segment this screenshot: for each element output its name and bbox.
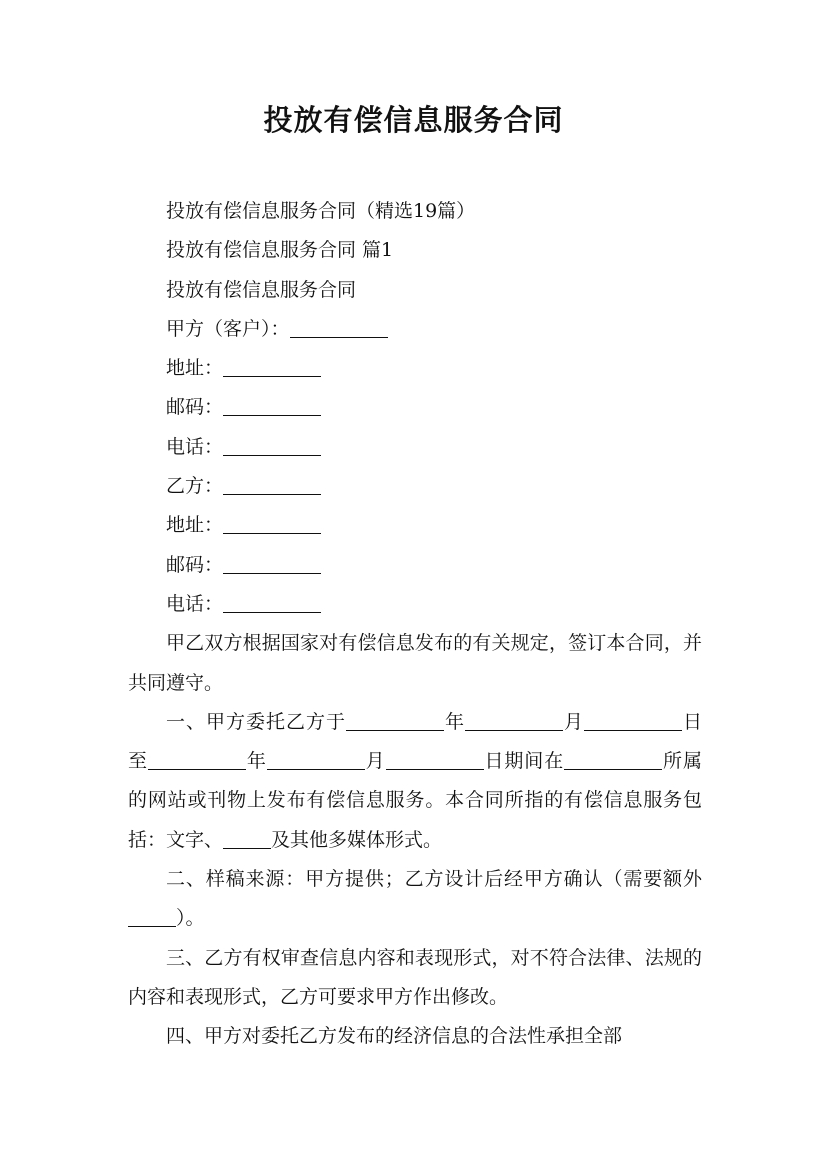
document-title: 投放有偿信息服务合同 xyxy=(263,103,564,137)
field-postcode-b xyxy=(128,546,702,585)
field-label: 乙方： xyxy=(166,475,224,498)
field-label: 电话： xyxy=(166,592,224,615)
clause-text: 月 xyxy=(562,710,584,733)
fill-blank xyxy=(148,751,246,770)
clause-text: 一、甲方委托乙方于 xyxy=(166,710,346,733)
fill-blank xyxy=(564,751,662,770)
field-party-a xyxy=(128,310,702,349)
fill-blank xyxy=(386,751,484,770)
clause-2 xyxy=(128,860,702,939)
clause-text: 日至 xyxy=(128,710,702,773)
clause-text: ）。 xyxy=(176,907,205,930)
clause-text: 日期间在 xyxy=(483,750,565,773)
section-heading: 投放有偿信息服务合同 篇1 xyxy=(166,239,394,262)
fill-blank xyxy=(223,397,321,416)
field-phone-a xyxy=(128,428,702,467)
fill-blank xyxy=(223,358,321,377)
fill-blank xyxy=(128,908,176,927)
fill-blank xyxy=(223,555,321,574)
field-phone-b xyxy=(128,585,702,624)
field-label: 电话： xyxy=(166,435,224,458)
clause-1 xyxy=(128,703,702,860)
fill-blank xyxy=(346,712,444,731)
clause-text: 月 xyxy=(364,750,386,773)
subtitle: 投放有偿信息服务合同（精选19篇） xyxy=(166,200,476,222)
document-body xyxy=(128,192,702,1057)
fill-blank xyxy=(223,476,321,495)
field-label: 地址： xyxy=(166,514,224,537)
clause-text: 及其他多媒体形式。 xyxy=(271,828,443,851)
intro-paragraph: 甲乙双方根据国家对有偿信息发布的有关规定，签订本合同，并共同遵守。 xyxy=(128,632,702,694)
fill-blank xyxy=(223,515,321,534)
fill-blank xyxy=(465,712,563,731)
field-label: 邮码： xyxy=(166,396,224,419)
fill-blank xyxy=(223,437,321,456)
clause-4: 四、甲方对委托乙方发布的经济信息的合法性承担全部 xyxy=(166,1025,623,1048)
field-label: 邮码： xyxy=(166,553,224,576)
field-postcode-a xyxy=(128,388,702,427)
field-label: 地址： xyxy=(166,357,224,380)
fill-blank xyxy=(223,830,271,849)
clause-text: 所属的网站或刊物上发布有偿信息服务。本合同所指的有偿信息服务包括：文字、 xyxy=(128,750,702,851)
contract-name: 投放有偿信息服务合同 xyxy=(166,278,357,301)
field-label: 甲方（客户）： xyxy=(166,317,290,340)
field-address-a xyxy=(128,349,702,388)
clause-text: 二、样稿来源：甲方提供；乙方设计后经甲方确认（需要额外 xyxy=(166,868,702,891)
field-address-b xyxy=(128,506,702,545)
clause-text: 年 xyxy=(443,710,465,733)
fill-blank xyxy=(267,751,365,770)
fill-blank xyxy=(290,319,388,338)
clause-text: 年 xyxy=(245,750,267,773)
fill-blank xyxy=(584,712,682,731)
fill-blank xyxy=(223,594,321,613)
field-party-b xyxy=(128,467,702,506)
clause-3: 三、乙方有权审查信息内容和表现形式，对不符合法律、法规的内容和表现形式，乙方可要求甲方作出修改。 xyxy=(128,946,702,1008)
